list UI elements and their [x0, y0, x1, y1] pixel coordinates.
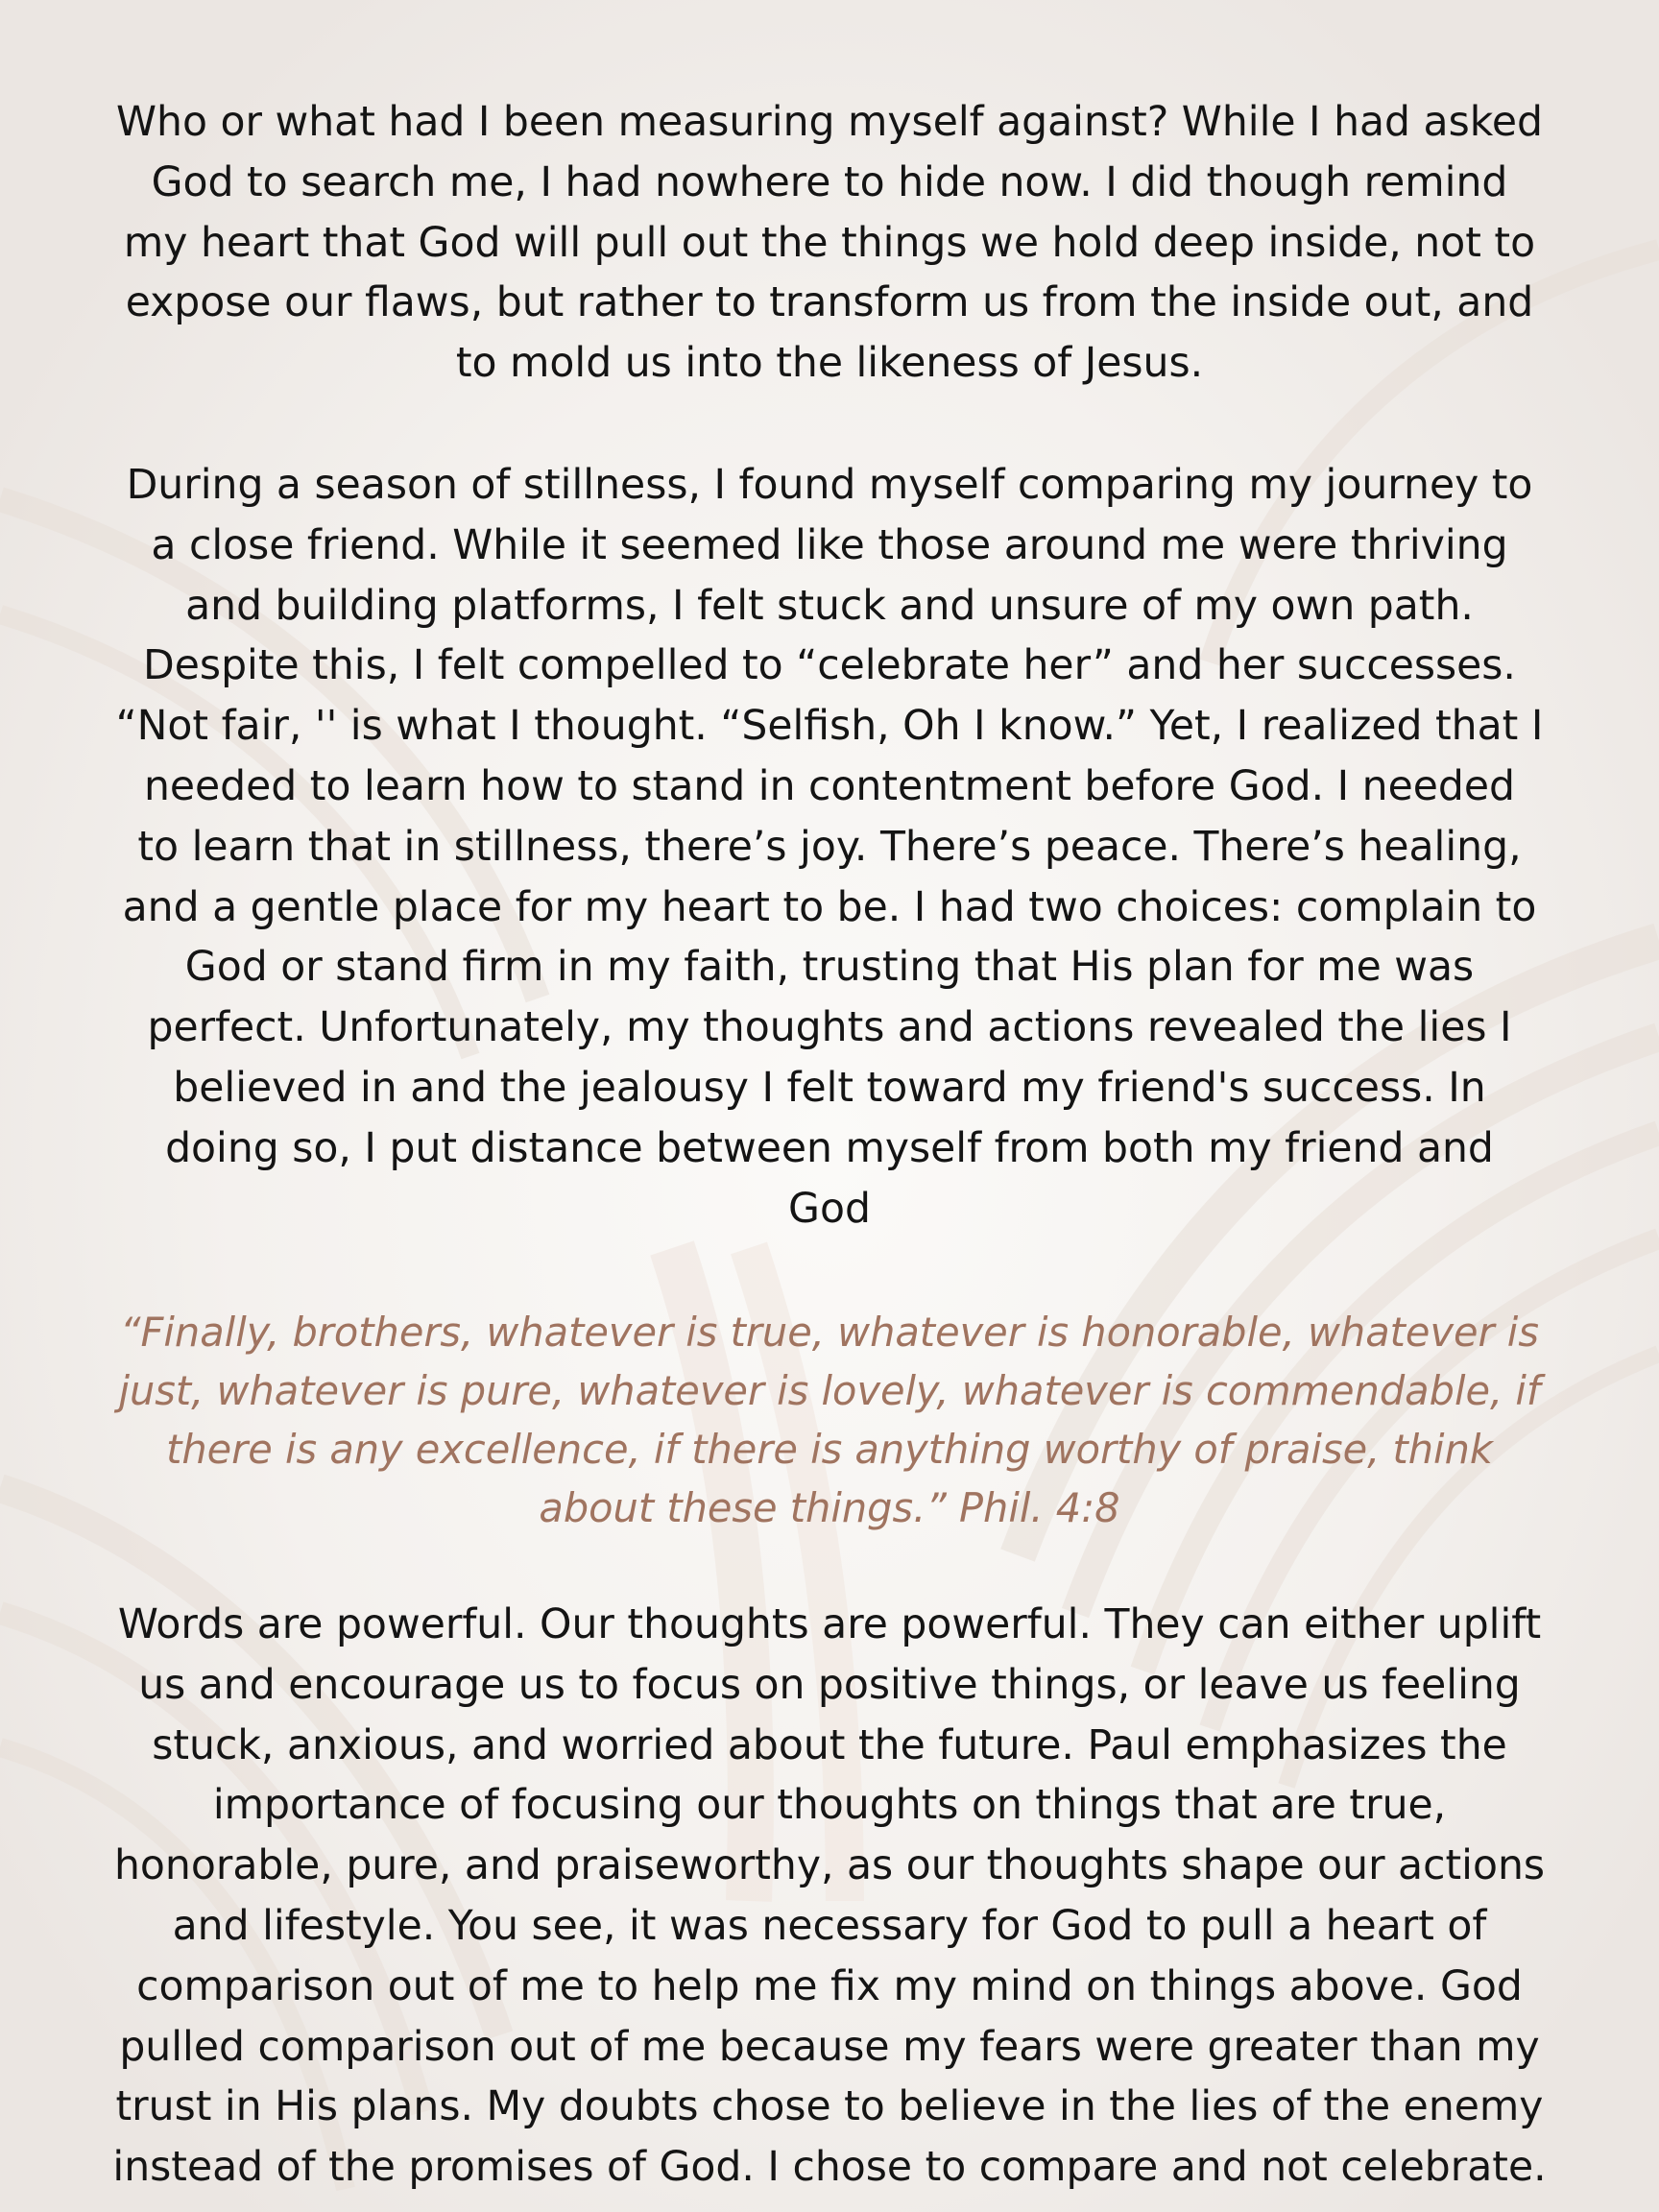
text-line: believed in and the jealousy I felt toward my friend's success. In — [173, 1064, 1486, 1112]
text-line: Who or what had I been measuring myself against? While I had asked — [116, 99, 1543, 146]
text-line: and building platforms, I felt stuck and unsure of my own path. — [185, 582, 1474, 630]
quote-line: there is any excellence, if there is anything worthy of praise, think — [166, 1426, 1493, 1473]
quote-line: about these things.” Phil. 4:8 — [539, 1484, 1120, 1531]
quote-line: “Finally, brothers, whatever is true, whatever is honorable, whatever is — [120, 1309, 1539, 1356]
text-line: expose our flaws, but rather to transform us from the inside out, and — [125, 279, 1534, 327]
text-line: trust in His plans. My doubts chose to believe in the lies of the enemy — [115, 2083, 1544, 2131]
text-line: During a season of stillness, I found myself comparing my journey to — [126, 462, 1533, 509]
scripture-quote — [96, 1303, 1563, 1537]
text-line: us and encourage us to focus on positive things, or leave us feeling — [138, 1661, 1521, 1709]
text-line: pulled comparison out of me because my fears were greater than my — [119, 2023, 1540, 2071]
text-line: instead of the promises of God. I chose to compare and not celebrate. — [112, 2144, 1547, 2192]
text-line: needed to learn how to stand in contentment before God. I needed — [143, 762, 1516, 810]
text-line: Words are powerful. Our thoughts are powerful. They can either uplift — [117, 1601, 1542, 1648]
paragraph-stillness — [96, 456, 1563, 1239]
paragraph-words-are-powerful — [96, 1596, 1563, 2199]
text-line: God or stand firm in my faith, trusting that His plan for me was — [184, 944, 1475, 992]
text-line: to learn that in stillness, there’s joy. There’s peace. There’s healing, — [137, 823, 1522, 871]
paragraph-measuring — [96, 93, 1563, 395]
quote-line: just, whatever is pure, whatever is lovely, whatever is commendable, if — [118, 1367, 1541, 1414]
text-line: my heart that God will pull out the things we hold deep inside, not to — [123, 219, 1536, 267]
text-line: doing so, I put distance between myself from both my friend and — [165, 1124, 1494, 1172]
text-line: and a gentle place for my heart to be. I had two choices: complain to — [122, 883, 1537, 931]
text-line: perfect. Unfortunately, my thoughts and actions revealed the lies I — [147, 1004, 1512, 1052]
text-line: God — [788, 1185, 871, 1233]
text-line: Despite this, I felt compelled to “celebrate her” and her successes. — [143, 642, 1516, 690]
text-line: comparison out of me to help me fix my mind on things above. God — [136, 1962, 1523, 2010]
text-line: and lifestyle. You see, it was necessary for God to pull a heart of — [172, 1902, 1487, 1950]
text-line: importance of focusing our thoughts on things that are true, — [212, 1782, 1447, 1830]
text-line: a close friend. While it seemed like those around me were thriving — [151, 521, 1508, 569]
text-line: “Not fair, '' is what I thought. “Selfish, Oh I know.” Yet, I realized that I — [115, 703, 1544, 751]
text-line: honorable, pure, and praiseworthy, as our thoughts shape our actions — [113, 1842, 1546, 1890]
text-line: God to search me, I had nowhere to hide now. I did though remind — [151, 158, 1508, 206]
text-line: to mold us into the likeness of Jesus. — [455, 340, 1204, 388]
text-line: stuck, anxious, and worried about the future. Paul emphasizes the — [152, 1721, 1507, 1769]
